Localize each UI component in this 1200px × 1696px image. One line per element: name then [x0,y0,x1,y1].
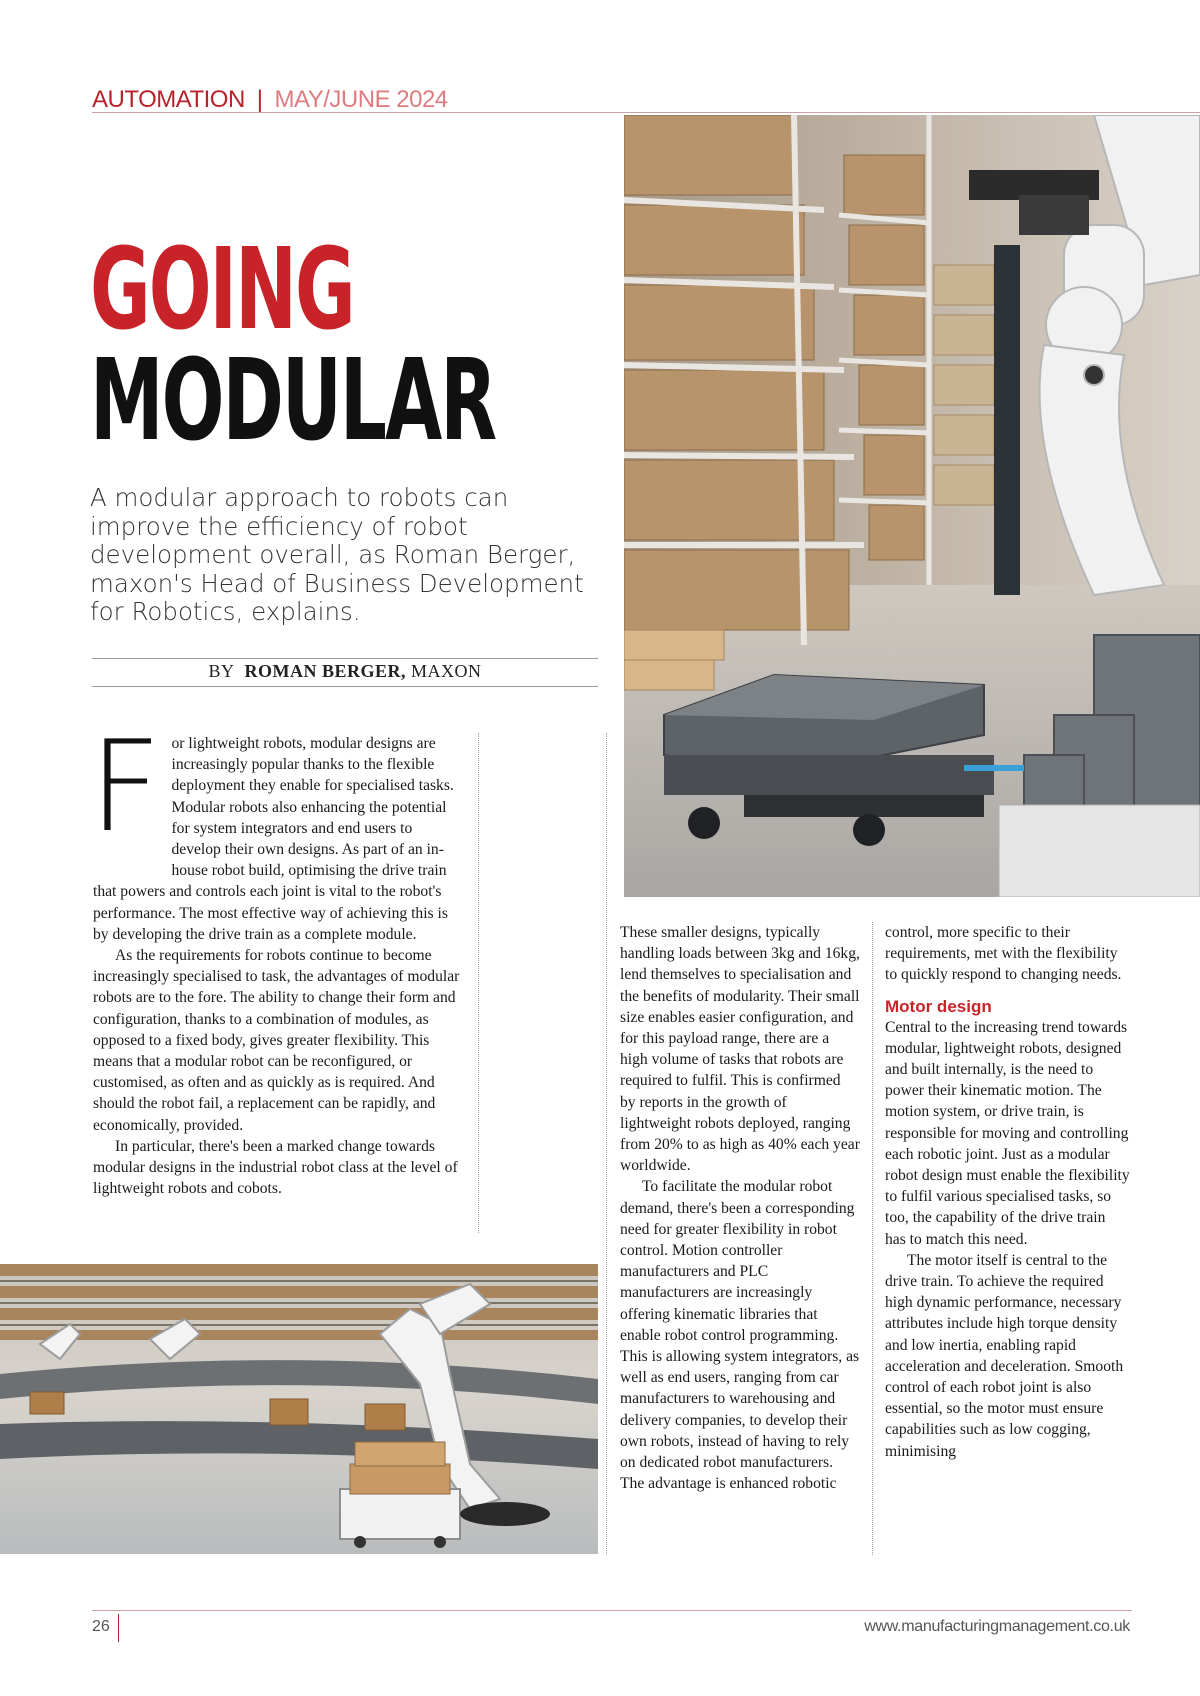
article-column-1 [89,713,465,1199]
paragraph: As the requirements for robots continue to become increasingly specialised to task, the advantages of modular robots are to the fore. The ability to change their form and configuration, thanks to a combination of modules, as opposed to a fixed body, gives greater flexibility. This means that a modular robot can be reconfigured, or customised, as often and as quickly as is required. And should the robot fail, a replacement can be rapidly, and economically, provided. [93,947,460,1134]
paragraph: Central to the increasing trend towards modular, lightweight robots, designed and built internally, is the need to power their kinematic motion. The motion system, or drive train, is responsible for moving and controlling each robotic joint. Just as a modular robot design must enable the flexibility to fulfil various specialised tasks, so too, the capability of the drive train has to match this need. [885,1018,1130,1248]
issue-date: MAY/JUNE 2024 [274,86,448,113]
standfirst: A modular approach to robots can improve the efficiency of robot development overall, as Roman Berger, maxon's Head of Business Development for Robotics, explains. [90,483,584,626]
byline [92,661,598,682]
header-separator: | [256,86,263,113]
byline-rule-bottom [92,686,598,687]
headline-line-2: MODULAR [90,336,496,466]
page-number-divider [118,1614,119,1642]
column-divider [606,733,607,1555]
column-divider [872,922,873,1555]
section-label: AUTOMATION [92,86,245,113]
page-number: 26 [92,1618,110,1635]
byline-author: ROMAN BERGER, [244,661,406,681]
paragraph: In particular, there's been a marked change towards modular designs in the industrial robot class at the level of lightweight robots and cobots. [93,1137,458,1198]
paragraph: To facilitate the modular robot demand, there's been a corresponding need for greater flexibility in robot control. Motion controller manufacturers and PLC manufacturers are increasingly offering kinematic libraries that enable robot control programming. This is allowing system integrators, as well as end users, ranging from car manufacturers to warehousing and delivery companies, to develop their own robots, instead of having to rely on dedicated robot manufacturers. The advantage is enhanced robotic [620,1178,860,1493]
byline-rule-top [92,658,598,659]
conveyor-robots-photo [0,1264,598,1554]
byline-by: BY [208,661,235,681]
headline-line-1: GOING [90,225,354,355]
header-rule [92,112,1200,113]
paragraph: These smaller designs, typically handling loads between 3kg and 16kg, lend themselves to specialisation and the benefits of modularity. Their small size enables easier configuration, and for this payload range, there are a high volume of tasks that robots are required to fulfil. This is confirmed by reports in the growth of lightweight robots deployed, ranging from 20% to as high as 40% each year worldwide. [620,924,860,1175]
subheading: Motor design [885,996,992,1016]
paragraph: control, more specific to their requirements, met with the flexibility to quickly respond to changing needs. [885,924,1122,984]
article-column-3 [885,922,1130,1462]
article-column-2 [620,922,860,1494]
paragraph: or lightweight robots, modular designs are increasingly popular thanks to the flexible deployment they enable for specialised tasks. Modular robots also enhancing the potential for system integrators and end users to develop their own designs. As part of an in-house robot build, optimising the drive train that powers and controls each joint is vital to the robot's performance. The most effective way of achieving this is by developing the drive train as a complete module. [93,735,454,943]
footer-rule [92,1610,1132,1611]
warehouse-robot-photo [624,115,1200,897]
website-url[interactable]: www.manufacturingmanagement.co.uk [864,1618,1130,1635]
paragraph: The motor itself is central to the drive train. To achieve the required high dynamic performance, necessary attributes include high torque density and low inertia, enabling rapid acceleration and deceleration. Smooth control of each robot joint is also essential, so the motor must ensure capabilities such as low cogging, minimising [885,1251,1124,1460]
column-divider [478,733,479,1233]
drop-cap: F [89,713,162,860]
byline-company: MAXON [411,661,482,681]
